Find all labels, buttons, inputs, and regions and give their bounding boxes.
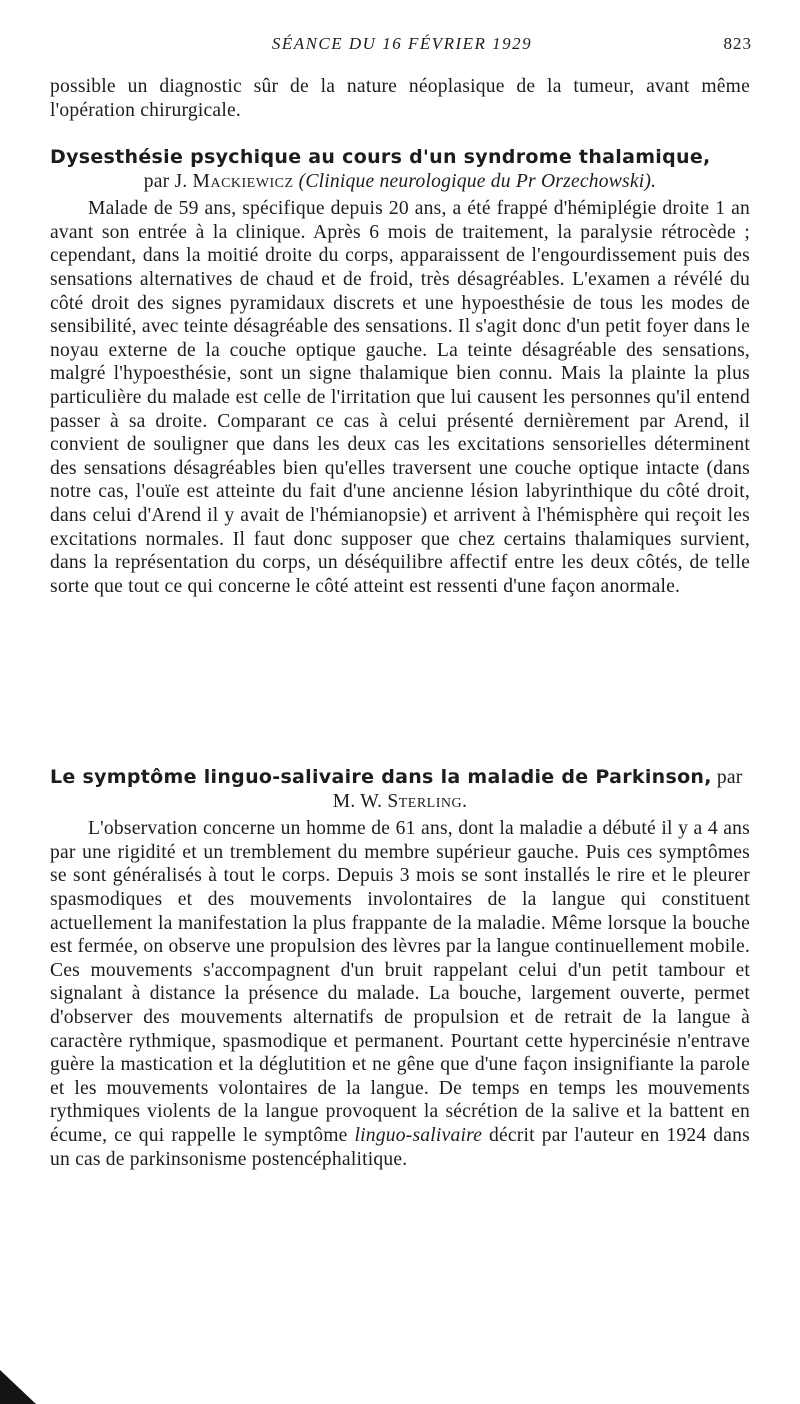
section-thalamic — [50, 146, 750, 598]
section-title-line — [50, 766, 750, 790]
byline-suffix: . — [462, 790, 468, 812]
intro-paragraph: possible un diagnostic sûr de la nature néoplasique de la tumeur, avant même l'opération chirurgicale. — [50, 76, 750, 121]
scan-corner-shadow — [0, 1370, 36, 1404]
affiliation: (Clinique neurologique du Pr Orzechowski). — [298, 170, 657, 192]
paragraph-text: L'observation concerne un homme de 61 ans, dont la maladie a débuté il y a 4 ans par une rigidité et un tremblement du membre supérieur gauche. Puis ces symptômes se sont généralisés à tout le corps. Depuis 3 mois se sont installés le rire et le pleurer spasmodiques et des mouvements involontaires de la langue qui constituent actuellement la manifestation la plus frappante de la maladie. Même lorsque la bouche est fermée, on observe une propulsion des lèvres par la langue continuellement mobile. Ces mouvements s'accompagnent d'un bruit rappelant celui d'un petit tambour et signalant à distance la présence du malade. La bouche, largement ouverte, permet d'observer des mouvements alternatifs de propulsion et de retrait de la langue à caractère rythmique, spasmodique et permanent. Pourtant cette hypercinésie n'entrave guère la mastication et la déglutition et ne gêne que d'une façon insignifiante la parole et les mouvements volontaires de la langue. De temps en temps les mouvements rythmiques violents de la langue provoquent la sécrétion de la salive et la battent en écume, ce qui rappelle le symptôme — [50, 818, 750, 1146]
byline-prefix: M. W. — [332, 790, 388, 812]
intro-paragraph-block — [50, 75, 750, 122]
italic-term: linguo-salivaire — [354, 1124, 483, 1146]
section-paragraph: Malade de 59 ans, spécifique depuis 20 ans, a été frappé d'hémiplégie droite 1 an avant son entrée à la clinique. Après 6 mois de traitement, la paralysie rétrocède ; cependant, dans la moitié droite du corps, apparaissent de l'engourdissement puis des sensations alternatives de chaud et de froid, très désagréables. L'examen a révélé du côté droit des signes pyramidaux discrets et une hypoesthésie de tous les modes de sensibilité, avec teinte désagréable des sensations. Il s'agit donc d'un petit foyer dans le noyau externe de la couche optique gauche. La teinte désagréable des sensations, malgré l'hypoesthésie, sont un signe thalamique bien connu. Mais la plainte la plus particulière du malade est celle de l'irritation que lui causent les personnes qu'il entend passer à sa droite. Comparant ce cas à celui présenté dernièrement par Arend, il convient de souligner que dans les deux cas les excitations sensorielles déterminent des sensations désagréables bien qu'elles traversent une couche optique intacte (dans notre cas, l'ouïe est atteinte du fait d'une ancienne lésion labyrinthique du côté droit, dans celui d'Arend il y avait de l'hémianopsie) et arrivent à l'hémisphère qui reçoit les excitations normales. Il faut donc supposer que chez certains thalamiques survient, dans la représentation du corps, un déséquilibre affectif entre les deux côtés, de telle sorte que tout ce qui concerne le côté atteint est ressenti d'une façon anormale. — [50, 198, 750, 597]
section-parkinson — [50, 766, 750, 1171]
paragraph-end: décrit par l'auteur en 1924 dans un cas de parkinsonisme postencéphalitique. — [50, 1124, 750, 1170]
section-title-suffix: par — [711, 767, 743, 788]
section-title: Le symptôme linguo-salivaire dans la maladie de Parkinson, — [50, 766, 712, 788]
section-paragraph — [50, 817, 750, 1171]
byline-prefix: par J. — [143, 170, 193, 192]
author-name: Sterling — [387, 790, 463, 812]
byline — [50, 790, 750, 814]
section-title: Dysesthésie psychique au cours d'un syndrome thalamique, — [50, 146, 711, 168]
page-number: 823 — [723, 34, 752, 53]
running-title: SÉANCE DU 16 FÉVRIER 1929 — [271, 34, 533, 53]
byline — [50, 170, 750, 194]
running-header — [52, 34, 752, 58]
author-name: Mackiewicz — [192, 170, 294, 192]
